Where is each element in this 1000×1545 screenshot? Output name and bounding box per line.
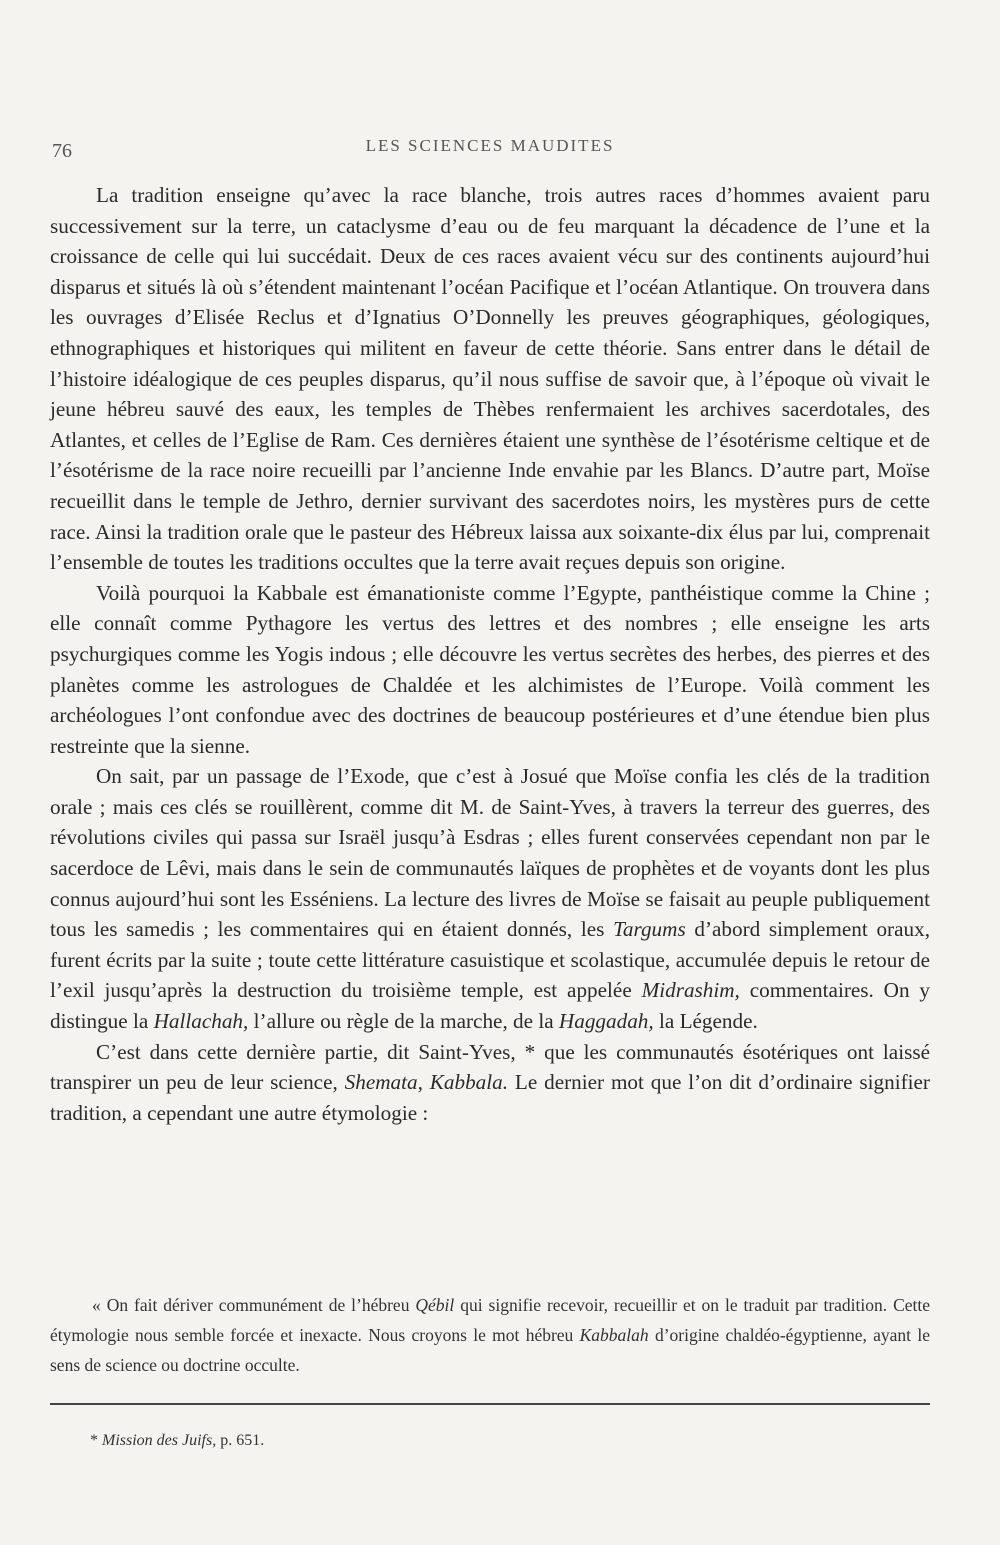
page-number: 76	[52, 140, 72, 162]
text-run: « On fait dériver communément de l’hébreu	[92, 1295, 416, 1315]
paragraph	[50, 578, 930, 762]
text-run: On sait, par un passage de l’Exode, que c’est à Josué que Moïse confia les clés de la tradition orale ; mais ces clés se rouillèrent, comme dit M. de Saint-Yves, à travers la terreur des guerres, des révolutions civiles qui passa sur Israël jusqu’à Esdras ; elles furent conservées cependant non par le sacerdoce de Lêvi, mais dans le sein de communautés laïques de prophètes et de voyants dont les plus connus aujourd’hui sont les Esséniens. La lecture des livres de Moïse se faisait au peuple publiquement tous les samedis ; les commentaires qui en étaient donnés, les	[50, 764, 930, 942]
body-text	[50, 180, 930, 1128]
paragraph	[50, 1037, 930, 1129]
italic-text: Hallachah,	[153, 1009, 249, 1034]
footnote	[90, 1432, 264, 1450]
text-run: Le dernier mot que l’on dit d’ordinaire signifier tradition, a cependant une autre étymologie :	[50, 1070, 930, 1125]
text-run: d’origine chaldéo-égyptienne, ayant le sens de science ou doctrine occulte.	[50, 1325, 930, 1375]
italic-text: Qébil	[415, 1295, 455, 1315]
text-run: C’est dans cette dernière partie, dit Saint-Yves, * que les communautés ésotériques ont laissé transpirer un peu de leur science,	[50, 1039, 930, 1095]
italic-text: Shemata, Kabbala.	[344, 1070, 509, 1095]
text-run: qui signifie recevoir, recueillir et on le traduit par tradition. Cette étymologie nous semble forcée et inexacte. Nous croyons le mot hébreu	[50, 1295, 930, 1345]
italic-text: Haggadah,	[558, 1009, 654, 1034]
text-run: commentaires. On y distingue la	[50, 978, 930, 1034]
italic-text: Kabbalah	[579, 1325, 649, 1345]
text-run: d’abord simplement oraux, furent écrits par la suite ; toute cette littérature casuistique et scolastique, accumulée depuis le retour de l’exil jusqu’après la destruction du troisième temple, est appelée	[50, 917, 930, 1003]
block-quote	[50, 1290, 930, 1380]
running-title: LES SCIENCES MAUDITES	[365, 136, 615, 155]
page-header	[50, 132, 930, 172]
italic-text: Midrashim,	[641, 978, 740, 1003]
paragraph	[50, 761, 930, 1036]
paragraph	[50, 180, 930, 578]
quote-paragraph	[50, 1290, 930, 1380]
footnote-marker: *	[90, 1432, 102, 1449]
footnote-page-ref: p. 651.	[216, 1432, 265, 1449]
text-run: la Légende.	[653, 1009, 758, 1034]
text-run: l’allure ou règle de la marche, de la	[248, 1009, 559, 1034]
footnote-rule	[50, 1403, 930, 1405]
italic-text: Targums	[613, 917, 686, 942]
text-run: La tradition enseigne qu’avec la race blanche, trois autres races d’hommes avaient paru successivement sur la terre, un cataclysme d’eau ou de feu marquant la décadence de l’une et la croissance de celle qui lui succédait. Deux de ces races avaient vécu sur des continents aujourd’hui disparus et situés là où s’étendent maintenant l’océan Pacifique et l’océan Atlantique. On trouvera dans les ouvrages d’Elisée Reclus et d’Ignatius O’Donnelly les preuves géographiques, géologiques, ethnographiques et historiques qui militent en faveur de cette théorie. Sans entrer dans le détail de l’histoire idéalogique de ces peuples disparus, qu’il nous suffise de savoir que, à l’époque où vivait le jeune hébreu sauvé des eaux, les temples de Thèbes renfermaient les archives sacerdotales, des Atlantes, et celles de l’Eglise de Ram. Ces dernières étaient une synthèse de l’ésotérisme celtique et de l’ésotérisme de la race noire recueilli par l’ancienne Inde envahie par les Blancs. D’autre part, Moïse recueillit dans le temple de Jethro, dernier survivant des sacerdotes noirs, les mystères purs de cette race. Ainsi la tradition orale que le pasteur des Hébreux laissa aux soixante-dix élus par lui, comprenait l’ensemble de toutes les traditions occultes que la terre avait reçues depuis son origine.	[50, 183, 930, 575]
text-run: Voilà pourquoi la Kabbale est émanationiste comme l’Egypte, panthéistique comme la Chine ; elle connaît comme Pythagore les vertus des lettres et des nombres ; elle enseigne les arts psychurgiques comme les Yogis indous ; elle découvre les vertus secrètes des herbes, des pierres et des planètes comme les astrologues de Chaldée et les alchimistes de l’Europe. Voilà comment les archéologues l’ont confondue avec des doctrines de beaucoup postérieures et d’une étendue bien plus restreinte que la sienne.	[50, 580, 930, 758]
footnote-title: Mission des Juifs,	[102, 1432, 217, 1449]
